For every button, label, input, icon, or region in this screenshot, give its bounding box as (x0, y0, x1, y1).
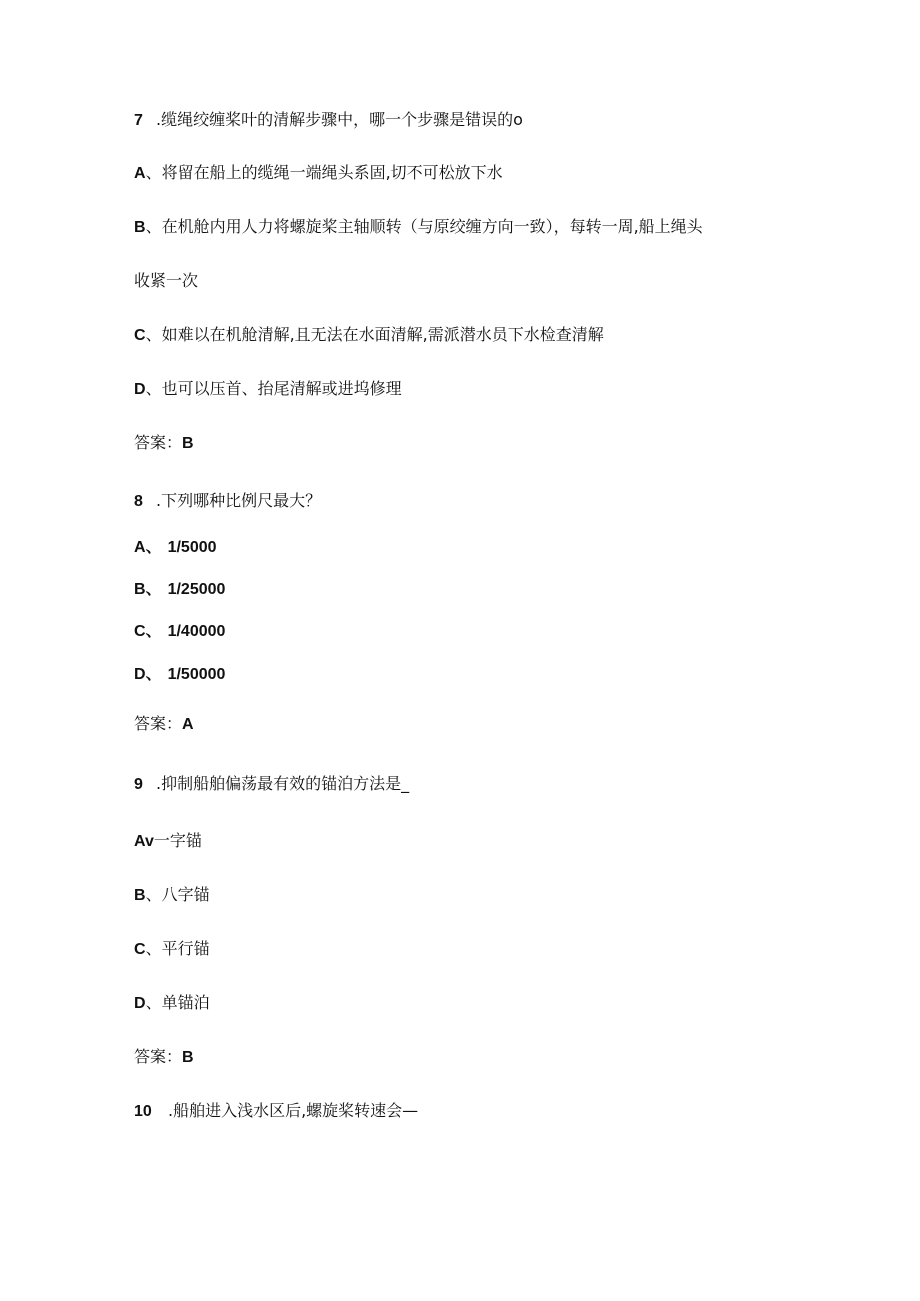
answer-value: A (182, 716, 194, 733)
option-label: A (134, 165, 146, 182)
answer-value: B (182, 1049, 194, 1066)
option-text: 如难以在机舱清解,且无法在水面清解,需派潜水员下水检查清解 (161, 325, 604, 344)
option-label: D (134, 666, 146, 683)
question-number: 7 (134, 112, 143, 129)
option-label: C (134, 941, 146, 958)
option-b (134, 217, 703, 238)
option-c (134, 622, 225, 642)
option-separator: 、 (145, 666, 162, 683)
option-c (134, 939, 210, 960)
question-text: .抑制船舶偏荡最有效的锚泊方法是_ (156, 774, 410, 793)
option-a (134, 538, 217, 558)
question-text: .缆绳绞缠桨叶的清解步骤中，哪一个步骤是错误的o (156, 110, 523, 129)
option-b (134, 885, 210, 906)
option-label: C (134, 623, 146, 640)
option-separator: 、 (145, 885, 162, 904)
answer-label: 答案： (134, 1047, 183, 1066)
option-text: 1/40000 (167, 623, 226, 640)
option-text: 1/5000 (167, 539, 217, 556)
option-separator: 、 (145, 993, 162, 1012)
option-label: A (134, 833, 145, 850)
option-label: B (134, 887, 146, 904)
option-separator: 、 (145, 325, 162, 344)
option-text: 1/50000 (167, 666, 226, 683)
answer-label: 答案： (134, 714, 183, 733)
question-8 (134, 491, 321, 512)
option-label: D (134, 995, 146, 1012)
question-7 (134, 110, 523, 131)
answer-label: 答案： (134, 433, 183, 452)
option-text: 一字锚 (153, 831, 202, 850)
option-text: 1/25000 (167, 581, 226, 598)
option-separator: v (144, 833, 154, 850)
option-label: B (134, 581, 146, 598)
option-text: 将留在船上的缆绳一端绳头系固,切不可松放下水 (161, 163, 503, 182)
option-b (134, 580, 225, 600)
question-number: 10 (134, 1103, 152, 1120)
question-number: 9 (134, 776, 143, 793)
option-separator: 、 (145, 581, 162, 598)
option-a (134, 163, 503, 184)
question-9 (134, 774, 409, 795)
option-separator: 、 (145, 379, 162, 398)
answer-7 (134, 433, 194, 454)
option-separator: 、 (145, 539, 162, 556)
option-separator: 、 (145, 163, 162, 182)
option-separator: 、 (145, 217, 162, 236)
option-text: 平行锚 (161, 939, 210, 958)
option-b-continued: 收紧一次 (134, 271, 199, 290)
option-text: 也可以压首、抬尾清解或进坞修理 (161, 379, 402, 398)
question-text: .下列哪种比例尺最大？ (156, 491, 322, 510)
option-label: A (134, 539, 146, 556)
answer-9 (134, 1047, 194, 1068)
option-separator: 、 (145, 623, 162, 640)
answer-8 (134, 714, 194, 735)
option-separator: 、 (145, 939, 162, 958)
option-label: D (134, 381, 146, 398)
question-10 (134, 1101, 418, 1122)
option-text: 单锚泊 (161, 993, 210, 1012)
answer-value: B (182, 435, 194, 452)
question-number: 8 (134, 493, 143, 510)
question-text: .船舶进入浅水区后,螺旋桨转速会— (168, 1101, 419, 1120)
option-label: C (134, 327, 146, 344)
option-d (134, 665, 225, 685)
option-a (134, 831, 202, 852)
option-label: B (134, 219, 146, 236)
option-d (134, 379, 402, 400)
option-c (134, 325, 604, 346)
option-text: 在机舱内用人力将螺旋桨主轴顺转（与原绞缠方向一致），每转一周,船上绳头 (161, 217, 703, 236)
option-text: 八字锚 (161, 885, 210, 904)
option-d (134, 993, 210, 1014)
